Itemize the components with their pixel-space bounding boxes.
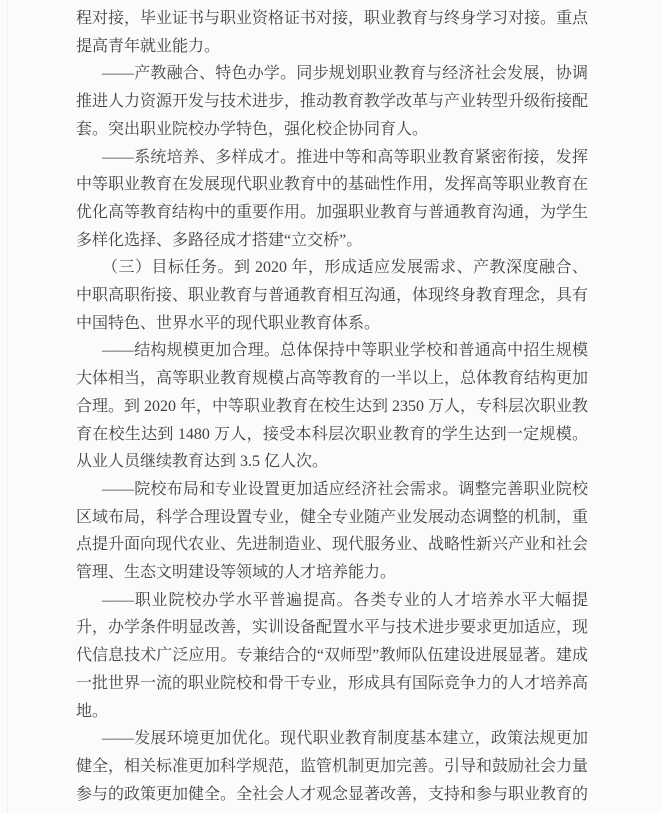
document-text-block <box>76 5 588 808</box>
paragraph-chanjiao-ronghe: ——产教融合、特色办学。同步规划职业教育与经济社会发展，协调推进人力资源开发与技术进步，推动教育教学改革与产业转型升级衔接配套。突出职业院校办学特色，强化校企协同育人。 <box>76 65 589 138</box>
paragraph-fazhan-huanjing: ——发展环境更加优化。现代职业教育制度基本建立，政策法规更加健全，相关标准更加科学规范，监管机制更加完善。引导和鼓励社会力量参与的政策更加健全。全社会人才观念显著改善，支持和参与职业教育的 <box>76 730 589 803</box>
paragraph-banxue-shuiping: ——职业院校办学水平普遍提高。各类专业的人才培养水平大幅提升，办学条件明显改善，实训设备配置水平与技术进步要求更加适应，现代信息技术广泛应用。专兼结合的“双师型”教师队伍建设进展显著。建成一批世界一流的职业院校和骨干专业，形成具有国际竞争力的人才培养高地。 <box>76 591 589 720</box>
page-edge-artifact <box>7 0 8 813</box>
paragraph-mubiao-renwu: （三）目标任务。到 2020 年，形成适应发展需求、产教深度融合、中职高职衔接、职业教育与普通教育相互沟通，体现终身教育理念，具有中国特色、世界水平的现代职业教育体系。 <box>76 259 589 332</box>
paragraph-continuation-top: 程对接，毕业证书与职业资格证书对接，职业教育与终身学习对接。重点提高青年就业能力。 <box>76 10 589 55</box>
paragraph-jiegou-guimo: ——结构规模更加合理。总体保持中等职业学校和普通高中招生规模大体相当，高等职业教育规模占高等教育的一半以上，总体教育结构更加合理。到 2020 年，中等职业教育在校生达到 2350 万人，专科层次职业教育在校生达到 1480 万人，接受本科层次职业教育的学生达到一定规模。从业人员继续教育达到 3.5 亿人次。 <box>76 342 589 471</box>
paragraph-yuanxiao-buju: ——院校布局和专业设置更加适应经济社会需求。调整完善职业院校区域布局，科学合理设置专业，健全专业随产业发展动态调整的机制，重点提升面向现代农业、先进制造业、现代服务业、战略性新兴产业和社会管理、生态文明建设等领域的人才培养能力。 <box>76 480 589 582</box>
paragraph-xitong-peiyang: ——系统培养、多样成才。推进中等和高等职业教育紧密衔接，发挥中等职业教育在发展现代职业教育中的基础性作用，发挥高等职业教育在优化高等教育结构中的重要作用。加强职业教育与普通教育沟通，为学生多样化选择、多路径成才搭建“立交桥”。 <box>76 148 589 249</box>
